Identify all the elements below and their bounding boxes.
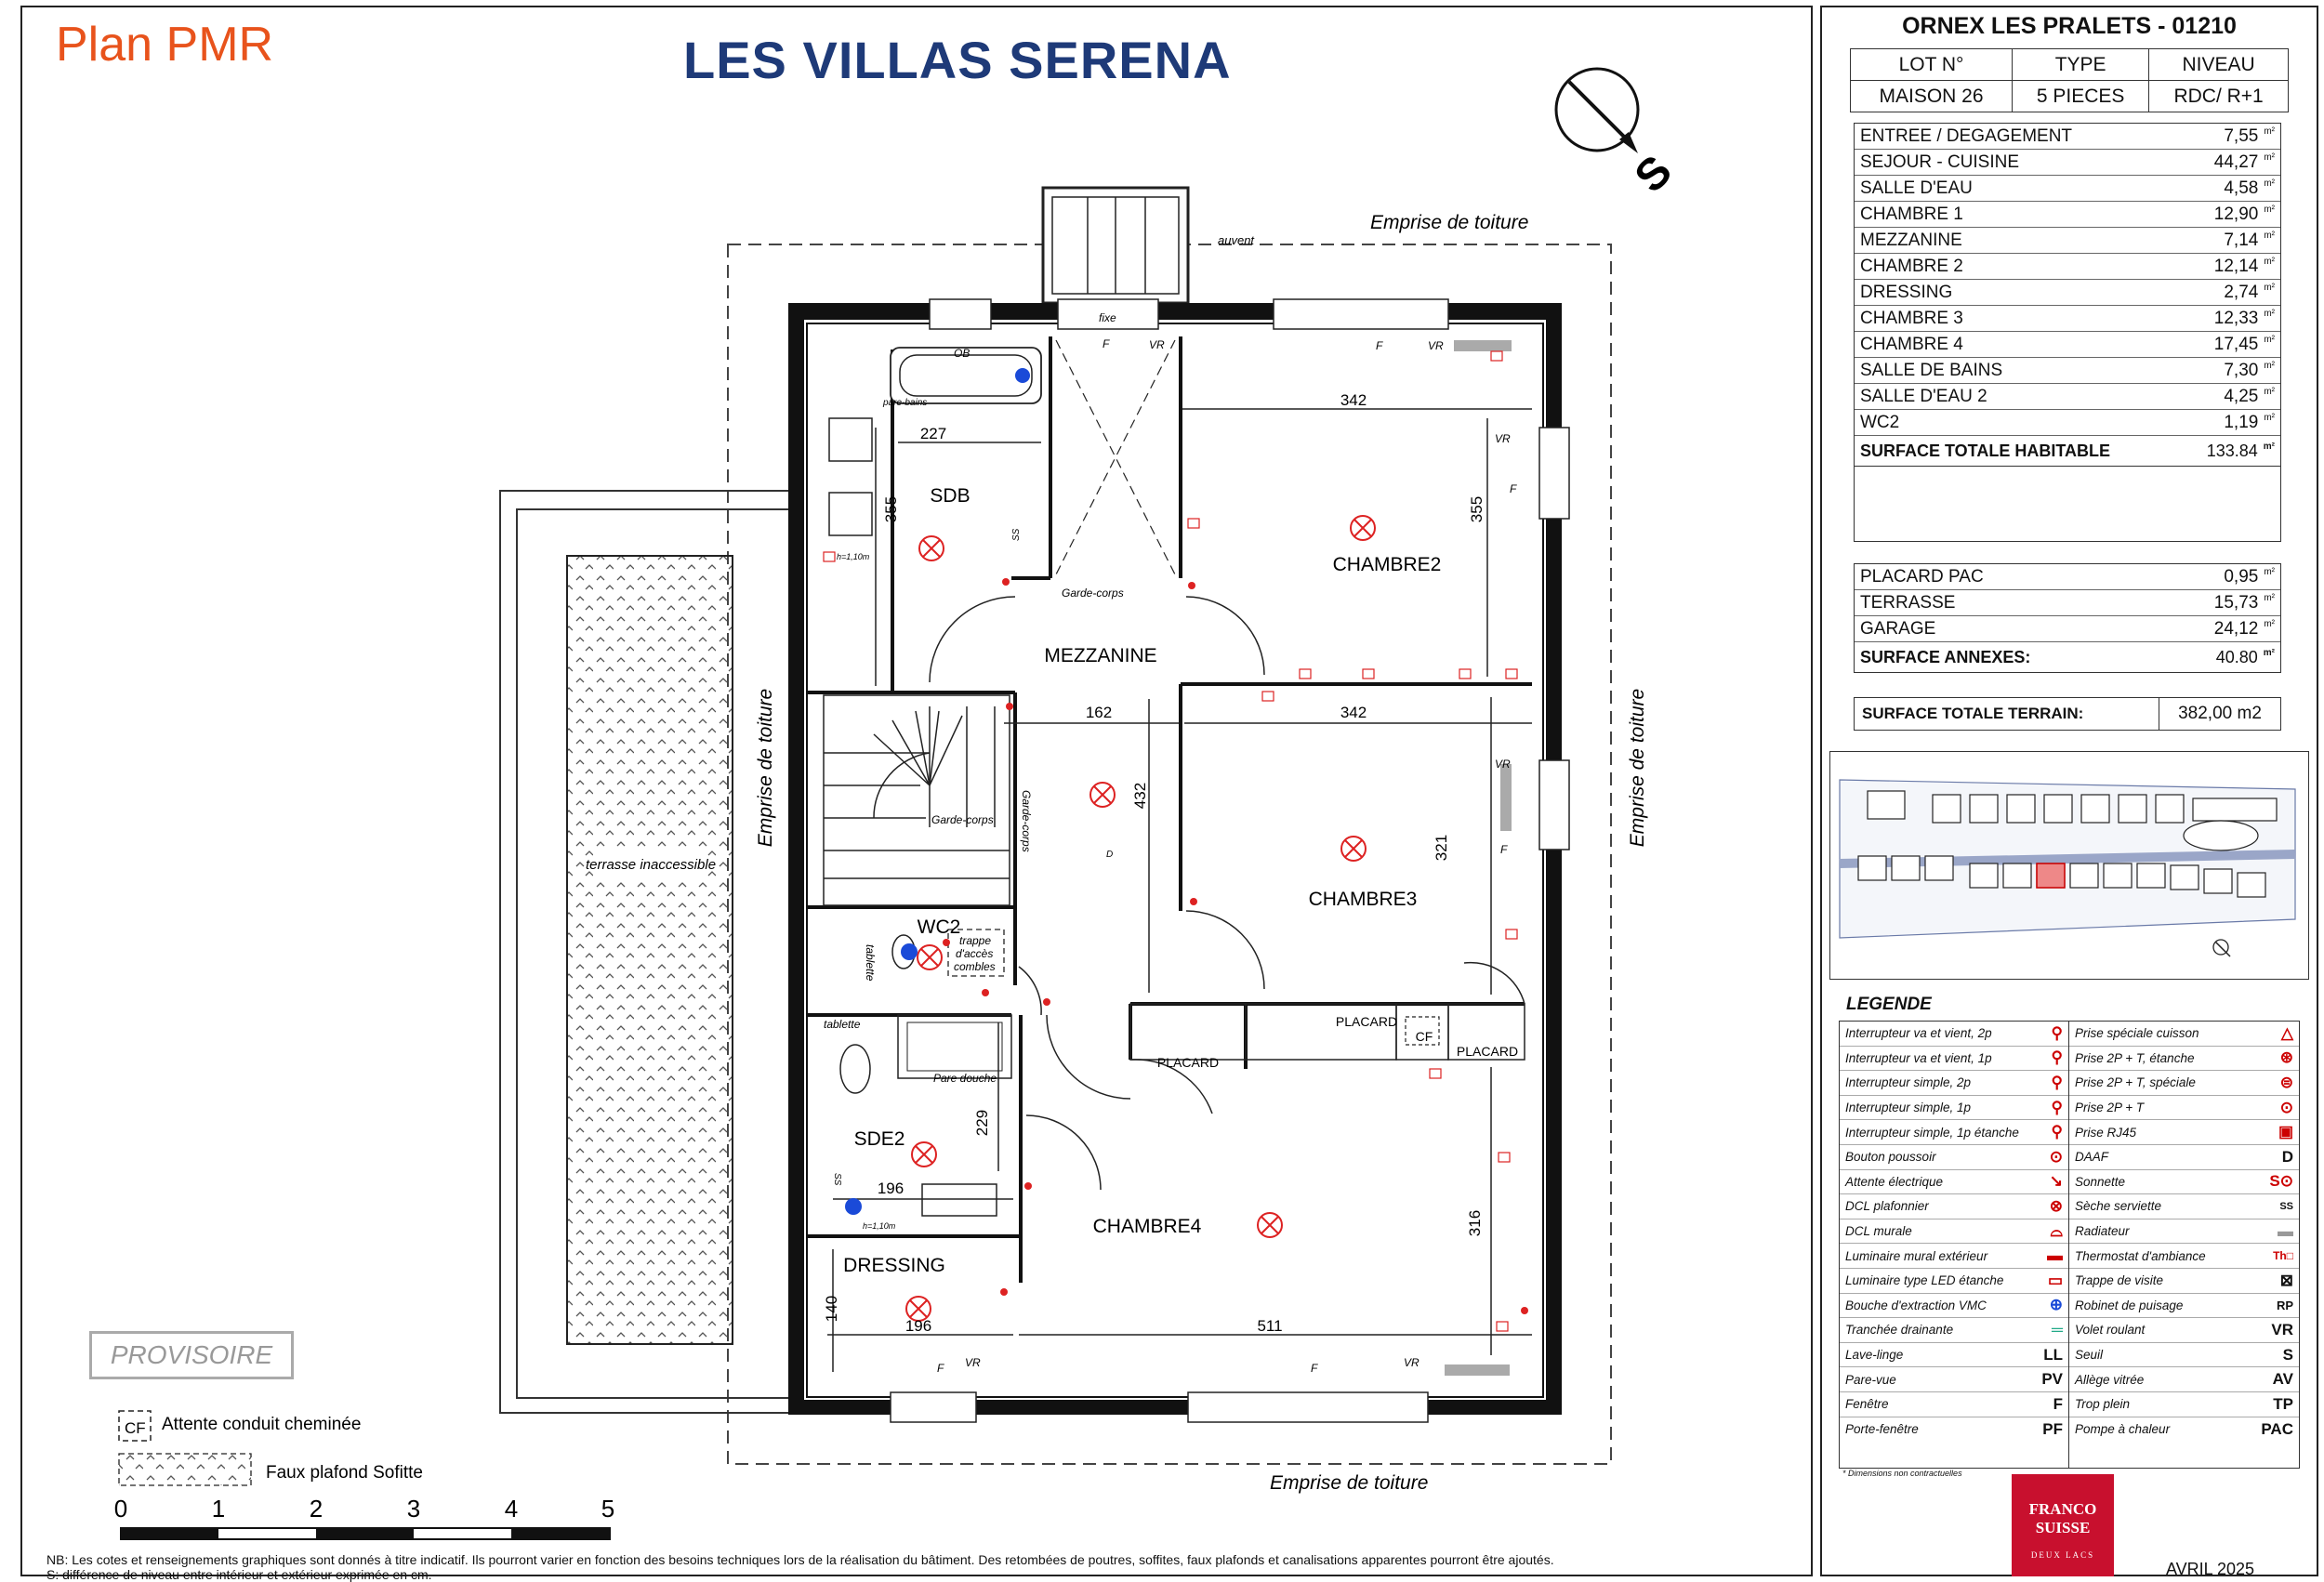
lot-header: LOT N° (1851, 49, 2013, 81)
room-areas (1854, 123, 2281, 542)
legend-item (1840, 1269, 2068, 1294)
room-area: 12,90 (2213, 204, 2259, 224)
legend-label: Tranchée drainante (1845, 1323, 1954, 1338)
fixe-label: fixe (1099, 311, 1116, 324)
unit: m² (2264, 282, 2275, 293)
legend-item (2069, 1294, 2299, 1319)
waterproof-socket-icon: ⊛ (2279, 1048, 2293, 1067)
north-arrow-icon (1556, 69, 1682, 203)
annex-name: TERRASSE (1860, 592, 1956, 613)
total-annexes-value: 40.80 (2215, 647, 2258, 666)
unit: m² (2264, 152, 2275, 163)
provisoire-stamp: PROVISOIRE (89, 1331, 294, 1379)
f-label: F (1311, 1362, 1318, 1375)
legend-col-right (2069, 1022, 2299, 1468)
scale-label: 3 (406, 1495, 421, 1523)
total-habitable-row (1855, 436, 2280, 467)
tp-code: TP (2273, 1394, 2293, 1413)
legend-item (1840, 1047, 2068, 1072)
scale-label: 0 (113, 1495, 128, 1523)
unit: m² (2264, 592, 2275, 603)
project-title: LES VILLAS SERENA (683, 31, 1232, 89)
type-value: 5 PIECES (2013, 81, 2149, 112)
legend-item (2069, 1392, 2299, 1417)
unit: m² (2264, 125, 2275, 137)
legend-label: Interrupteur simple, 2p (1845, 1075, 1972, 1090)
f-label: F (1376, 339, 1383, 352)
dim-label: 511 (1257, 1317, 1283, 1335)
trappe-label: combles (954, 960, 996, 973)
rj45-icon: ▣ (2278, 1123, 2293, 1141)
scale-label: 1 (211, 1495, 226, 1523)
unit: m² (2264, 386, 2275, 397)
legend-label: Sonnette (2075, 1174, 2126, 1189)
legend-label: Bouche d'extraction VMC (1845, 1298, 1987, 1312)
switch-simple-1p-icon: ⚲ (2051, 1098, 2063, 1116)
total-habitable-value: 133.84 (2206, 441, 2258, 460)
north-letter: S (1625, 146, 1682, 203)
room-name: SALLE D'EAU 2 (1860, 386, 1987, 406)
roof-label-left: Emprise de toiture (755, 688, 776, 848)
legend-item (2069, 1194, 2299, 1219)
legend-label: Interrupteur va et vient, 2p (1845, 1026, 1992, 1041)
annex-area: 24,12 (2213, 618, 2259, 639)
roof-label-top: Emprise de toiture (1370, 212, 1529, 233)
garde-corps-label: Garde-corps (931, 813, 994, 826)
legend-label: Trop plein (2075, 1397, 2131, 1412)
pv-code: PV (2041, 1370, 2063, 1389)
legend-item (2069, 1343, 2299, 1368)
room-area: 4,25 (2224, 386, 2259, 406)
room-area: 7,30 (2224, 360, 2259, 380)
legend-label: Luminaire mural extérieur (1845, 1248, 1988, 1263)
annex-name: GARAGE (1860, 618, 1936, 639)
room-name: DRESSING (1860, 282, 1953, 302)
terrain-row (1854, 697, 2281, 731)
legend-col-left (1840, 1022, 2069, 1468)
terrain-value: 382,00 m2 (2178, 704, 2262, 723)
room-chambre4: CHAMBRE4 (1092, 1216, 1202, 1237)
room-row (1855, 176, 2280, 202)
push-button-icon: ⊙ (2049, 1147, 2063, 1166)
legend-label: DCL murale (1845, 1224, 1912, 1239)
legend-item (2069, 1096, 2299, 1121)
wall-light-icon: ⌓ (2050, 1221, 2063, 1240)
placard-label: PLACARD (1335, 1014, 1398, 1029)
pf-code: PF (2042, 1419, 2063, 1438)
vr-code: VR (2271, 1320, 2293, 1338)
garde-corps-label: Garde-corps (1062, 587, 1124, 600)
legend-label: Interrupteur simple, 1p (1845, 1101, 1972, 1115)
scale-bar (121, 1528, 610, 1539)
pare-bains-label: pare-bains (883, 398, 928, 408)
access-hatch-icon: ⊠ (2279, 1271, 2293, 1289)
legend-item (2069, 1170, 2299, 1195)
room-name: SEJOUR - CUISINE (1860, 152, 2020, 172)
legend-item (1840, 1343, 2068, 1368)
f-label: F (1500, 843, 1508, 856)
room-row (1855, 150, 2280, 176)
room-sdb: SDB (930, 485, 971, 507)
legend-item (1840, 1145, 2068, 1170)
tablette-label: tablette (824, 1018, 861, 1031)
legend-label: Trappe de visite (2075, 1273, 2164, 1288)
dim-label: 196 (877, 1180, 905, 1197)
room-chambre2: CHAMBRE2 (1332, 554, 1442, 575)
annex-name: PLACARD PAC (1860, 566, 1984, 587)
plan-date: AVRIL 2025 (2166, 1560, 2255, 1578)
vmc-icon (901, 943, 918, 960)
legend-grid (1839, 1021, 2300, 1469)
room-chambre3: CHAMBRE3 (1308, 889, 1418, 910)
garde-corps-label: Garde-corps (1020, 790, 1033, 852)
room-row (1855, 202, 2280, 228)
terrace-label: terrasse inaccessible (585, 857, 717, 873)
room-name: WC2 (1860, 412, 1900, 432)
cheminee-key-label: Attente conduit cheminée (162, 1415, 362, 1434)
room-row (1855, 306, 2280, 332)
dim-label: 355 (882, 495, 900, 523)
legend-item (2069, 1244, 2299, 1269)
room-name: SALLE D'EAU (1860, 178, 1973, 198)
special-socket-icon: ⊜ (2279, 1073, 2293, 1091)
legend-label: DAAF (2075, 1150, 2109, 1165)
annex-area: 15,73 (2213, 592, 2259, 613)
room-dressing: DRESSING (843, 1255, 945, 1276)
brand-line3: DEUX LACS (2030, 1550, 2095, 1560)
switch-simple-2p-icon: ⚲ (2051, 1073, 2063, 1091)
legend-label: Bouton poussoir (1845, 1150, 1936, 1165)
dim-label: 140 (823, 1295, 840, 1323)
room-area: 7,14 (2224, 230, 2259, 250)
room-row (1855, 280, 2280, 306)
dim-label: 342 (1340, 704, 1367, 721)
f-code: F (2053, 1394, 2063, 1413)
legend-item (2069, 1219, 2299, 1245)
vr-label: VR (965, 1356, 981, 1369)
legend-item (1840, 1318, 2068, 1343)
room-area: 1,19 (2224, 412, 2259, 432)
total-annexes-label: SURFACE ANNEXES: (1860, 647, 2031, 666)
dim-label: 355 (1468, 495, 1486, 523)
legend-item (2069, 1145, 2299, 1170)
vr-label: VR (1404, 1356, 1419, 1369)
location-title: ORNEX LES PRALETS - 01210 (1902, 13, 2237, 39)
dim-label: 162 (1085, 704, 1113, 721)
legend-item (1840, 1294, 2068, 1319)
legend-label: Pompe à chaleur (2075, 1422, 2171, 1437)
cooking-socket-icon: △ (2280, 1023, 2293, 1042)
unit: m² (2264, 412, 2275, 423)
legend-item (2069, 1269, 2299, 1294)
total-annexes-row (1855, 642, 2280, 672)
unit: m² (2264, 256, 2275, 267)
legend-item (1840, 1417, 2068, 1443)
trappe-label: trappe (959, 934, 992, 947)
legend-label: Thermostat d'ambiance (2075, 1248, 2206, 1263)
unit: m² (2264, 566, 2275, 577)
blank-area (1855, 467, 2280, 541)
daaf-label: D (1106, 850, 1114, 860)
legend-item (1840, 1244, 2068, 1269)
unit: m² (2264, 360, 2275, 371)
room-row (1855, 124, 2280, 150)
tap-icon: RP (2276, 1298, 2293, 1312)
vr-label: VR (1495, 432, 1511, 445)
note-s: S: différence de niveau entre intérieur et extérieur exprimée en cm. (46, 1567, 432, 1582)
legend-item (1840, 1071, 2068, 1096)
legend-item (2069, 1022, 2299, 1047)
legend-label: Interrupteur simple, 1p étanche (1845, 1125, 2019, 1140)
sofitte-key-icon (119, 1454, 251, 1485)
annex-row (1855, 616, 2280, 642)
annex-row (1855, 590, 2280, 616)
ceiling-light-icon: ⊗ (2049, 1196, 2063, 1215)
dim-label: 196 (905, 1317, 932, 1335)
annex-row (1855, 564, 2280, 590)
dim-label: 227 (919, 425, 947, 442)
scale-label: 5 (601, 1495, 615, 1523)
room-area: 12,33 (2213, 308, 2259, 328)
legend-label: DCL plafonnier (1845, 1199, 1929, 1214)
cf-key-label: CF (125, 1419, 146, 1437)
room-area: 2,74 (2224, 282, 2259, 302)
drain-icon: ═ (2051, 1320, 2063, 1338)
roof-label-right: Emprise de toiture (1627, 688, 1648, 848)
legend-label: Prise RJ45 (2075, 1125, 2137, 1140)
legend-label: Luminaire type LED étanche (1845, 1273, 2004, 1288)
legend-label: Prise 2P + T, spéciale (2075, 1075, 2196, 1090)
legend-item (1840, 1022, 2068, 1047)
unit: m² (2264, 308, 2275, 319)
room-area: 17,45 (2213, 334, 2259, 354)
dim-label: 229 (973, 1109, 991, 1137)
legend (1839, 995, 2300, 1438)
dim-label: 321 (1433, 834, 1450, 862)
unit: m² (2264, 618, 2275, 629)
room-area: 12,14 (2213, 256, 2259, 276)
legend-item (1840, 1170, 2068, 1195)
unit: m² (2264, 178, 2275, 189)
legend-label: Attente électrique (1845, 1174, 1944, 1189)
placard-label: PLACARD (1456, 1044, 1519, 1059)
lot-value: MAISON 26 (1851, 81, 2013, 112)
vmc-icon (845, 1198, 862, 1215)
room-sde2: SDE2 (853, 1128, 905, 1150)
room-name: SALLE DE BAINS (1860, 360, 2003, 380)
tablette-label: tablette (864, 944, 877, 982)
ll-code: LL (2043, 1345, 2063, 1364)
radiator (1445, 1364, 1510, 1376)
note-nb: NB: Les cotes et renseignements graphiques sont donnés à titre indicatif. Ils pourront varier en fonction des besoins techniques lors de la réalisation du bâtiment. Des retombées de poutres, soffites, faux plafonds et canalisations apparentes pourront être ajoutés. (46, 1552, 1554, 1567)
s-code: S (2282, 1345, 2293, 1364)
legend-label: Radiateur (2075, 1224, 2130, 1239)
room-area: 44,27 (2213, 152, 2259, 172)
terrain-label: SURFACE TOTALE TERRAIN: (1855, 698, 2159, 730)
dim-label: 342 (1340, 391, 1367, 409)
annex-areas (1854, 563, 2281, 673)
legend-item (2069, 1047, 2299, 1072)
site-map-drawing (1830, 752, 2306, 977)
legend-label: Fenêtre (1845, 1397, 1889, 1412)
radiator (1500, 764, 1512, 831)
switch-va-vient-1p-icon: ⚲ (2051, 1048, 2063, 1067)
brand-logo (2012, 1474, 2114, 1576)
vmc-icon (1015, 368, 1030, 383)
room-name: ENTREE / DEGAGEMENT (1860, 125, 2073, 146)
room-area: 7,55 (2224, 125, 2259, 146)
dim-label: 316 (1466, 1209, 1484, 1237)
ss-label: SS (1011, 528, 1022, 541)
unit: m² (2264, 334, 2275, 345)
legend-item (2069, 1318, 2299, 1343)
unit: m² (2263, 441, 2275, 452)
room-name: CHAMBRE 4 (1860, 334, 1963, 354)
room-name: CHAMBRE 2 (1860, 256, 1963, 276)
vr-label: VR (1149, 338, 1165, 351)
doorbell-icon: S⊙ (2269, 1172, 2293, 1191)
room-mezzanine: MEZZANINE (1044, 645, 1157, 666)
legend-label: Porte-fenêtre (1845, 1422, 1919, 1437)
unit: m² (2263, 647, 2275, 658)
room-row (1855, 384, 2280, 410)
legend-label: Seuil (2075, 1348, 2104, 1363)
height-label: h=1,10m (837, 552, 870, 561)
legend-item (1840, 1219, 2068, 1245)
legend-label: Prise 2P + T, étanche (2075, 1050, 2195, 1065)
room-row (1855, 410, 2280, 436)
vr-label: VR (1428, 339, 1444, 352)
legend-label: Robinet de puisage (2075, 1298, 2184, 1312)
brand-line1: FRANCO (2028, 1500, 2097, 1518)
scale-label: 4 (504, 1495, 519, 1523)
legend-item (1840, 1392, 2068, 1417)
switch-va-vient-2p-icon: ⚲ (2051, 1023, 2063, 1042)
dim-label: 432 (1131, 782, 1149, 810)
legend-label: Prise 2P + T (2075, 1101, 2145, 1115)
room-row (1855, 332, 2280, 358)
scale-label: 2 (309, 1495, 324, 1523)
total-habitable-label: SURFACE TOTALE HABITABLE (1860, 441, 2110, 460)
brand-line2: SUISSE (2035, 1519, 2091, 1536)
radiator-icon: ▬ (2278, 1221, 2293, 1240)
legend-label: Pare-vue (1845, 1372, 1896, 1387)
room-name: CHAMBRE 3 (1860, 308, 1963, 328)
roof-label-bottom: Emprise de toiture (1270, 1472, 1429, 1494)
legend-item (2069, 1120, 2299, 1145)
legend-label: Sèche serviette (2075, 1199, 2162, 1214)
ss-label: SS (832, 1173, 842, 1186)
unit: m² (2264, 204, 2275, 215)
legend-item (1840, 1194, 2068, 1219)
legend-label: Interrupteur va et vient, 1p (1845, 1050, 1992, 1065)
led-light-icon: ▭ (2047, 1271, 2063, 1289)
site-map (1829, 751, 2309, 980)
room-wc2: WC2 (917, 916, 961, 938)
switch-etanche-icon: ⚲ (2051, 1123, 2063, 1141)
trappe-label: d'accès (956, 947, 994, 960)
pac-code: PAC (2261, 1419, 2293, 1438)
legend-item (2069, 1367, 2299, 1392)
sofitte-area (567, 556, 733, 1344)
unit: m² (2264, 230, 2275, 241)
plan-label: Plan PMR (56, 18, 274, 72)
legend-item (1840, 1367, 2068, 1392)
auvent-label: auvent (1218, 233, 1255, 247)
niveau-header: NIVEAU (2149, 49, 2289, 81)
legend-label: Volet roulant (2075, 1323, 2146, 1338)
legend-item (2069, 1071, 2299, 1096)
niveau-value: RDC/ R+1 (2149, 81, 2289, 112)
legend-note: * Dimensions non contractuelles (1842, 1469, 1962, 1478)
room-row (1855, 358, 2280, 384)
av-code: AV (2272, 1370, 2293, 1389)
legend-item (2069, 1417, 2299, 1443)
f-label: F (1510, 482, 1517, 495)
room-row (1855, 228, 2280, 254)
radiator (1454, 340, 1512, 351)
cf-label: CF (1415, 1029, 1433, 1044)
legend-item (1840, 1120, 2068, 1145)
pare-douche-label: Pare douche (933, 1072, 997, 1085)
socket-icon: ⊙ (2279, 1098, 2293, 1116)
room-area: 4,58 (2224, 178, 2259, 198)
towel-rail-icon: SS (2279, 1200, 2293, 1212)
f-label: F (1103, 337, 1110, 350)
legend-title: LEGENDE (1846, 995, 1932, 1014)
placard-label: PLACARD (1156, 1055, 1220, 1070)
ob-label: OB (954, 347, 971, 360)
vmc-icon: ⊕ (2049, 1296, 2063, 1314)
legend-item (1840, 1096, 2068, 1121)
lot-table (1850, 48, 2289, 112)
outdoor-light-icon: ▬ (2047, 1246, 2063, 1265)
electrical-outlet-icon: ↘ (2049, 1172, 2063, 1191)
daaf-icon: D (2281, 1147, 2293, 1166)
sofitte-key-label: Faux plafond Sofitte (266, 1463, 423, 1483)
room-row (1855, 254, 2280, 280)
annex-area: 0,95 (2224, 566, 2259, 587)
legend-label: Prise spéciale cuisson (2075, 1026, 2199, 1041)
height-label: h=1,10m (863, 1221, 896, 1231)
vr-label: VR (1495, 758, 1511, 771)
legend-label: Lave-linge (1845, 1348, 1904, 1363)
lot-highlight (2037, 864, 2065, 888)
room-name: MEZZANINE (1860, 230, 1962, 250)
thermostat-icon: Th□ (2273, 1249, 2293, 1263)
legend-label: Allège vitrée (2075, 1372, 2145, 1387)
type-header: TYPE (2013, 49, 2149, 81)
room-name: CHAMBRE 1 (1860, 204, 1963, 224)
f-label: F (937, 1362, 944, 1375)
